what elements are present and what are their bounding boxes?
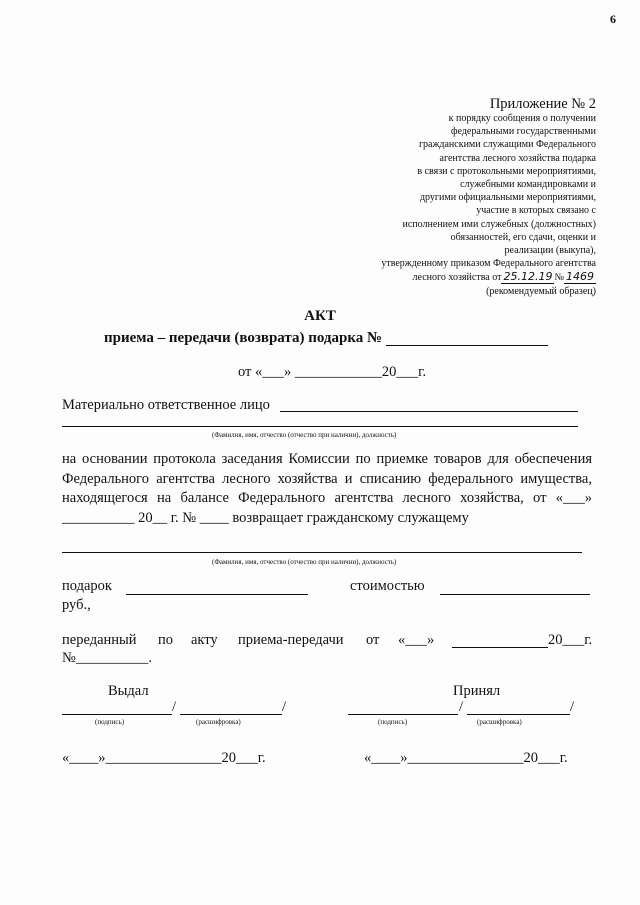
basis-line: участие в которых связано с xyxy=(476,205,596,217)
issued-slash-end: / xyxy=(282,699,287,715)
issued-signature-line xyxy=(62,714,172,715)
order-number-label: № xyxy=(554,272,564,284)
basis-line: реализации (выкупа), xyxy=(504,245,596,257)
received-signature-line xyxy=(348,714,458,715)
appendix-basis xyxy=(266,112,596,298)
basis-line: агентства лесного хозяйства подарка xyxy=(439,152,596,164)
transfer-number: №__________. xyxy=(62,650,152,666)
fio-caption: (Фамилия, имя, отчество (отчество при наличии), должность) xyxy=(212,431,397,439)
transferred-date-day: «___» xyxy=(398,632,435,648)
received-slash: / xyxy=(459,699,464,715)
act-title: АКТ xyxy=(304,308,336,324)
transferred-date-line xyxy=(452,647,548,648)
transferred-word: от xyxy=(366,632,380,648)
act-number-line xyxy=(386,345,548,346)
basis-line: утвержденному приказом Федерального агентства xyxy=(381,258,596,270)
basis-paragraph: на основании протокола заседания Комиссии по приемке товаров для обеспечения Федерального агентства лесного хозяйства и списанию федерального имущества, находящегося на балансе Федерального агентства лесного хозяйства, от «___» __________ 20__ г. № ____ возвращает гражданскому служащему xyxy=(62,451,592,526)
basis-line: служебными командировками и xyxy=(460,179,596,191)
cost-line xyxy=(440,594,590,595)
issued-slash: / xyxy=(172,699,177,715)
fio-caption-2: (Фамилия, имя, отчество (отчество при наличии), должность) xyxy=(212,558,397,566)
responsible-line xyxy=(280,411,578,412)
act-date: от «___» ____________20___г. xyxy=(238,364,427,380)
transferred-word: акту xyxy=(191,632,218,648)
transferred-word: по xyxy=(158,632,174,648)
basis-line: федеральными государственными xyxy=(451,126,596,138)
issued-sign-caption: (подпись) xyxy=(95,718,125,726)
received-date: «____»________________20___г. xyxy=(364,750,568,766)
order-line xyxy=(266,270,596,284)
responsible-label: Материально ответственное лицо xyxy=(62,397,270,413)
received-decode-caption: (расшифровка) xyxy=(477,718,522,726)
cost-label: стоимостью xyxy=(350,578,425,594)
recipient-line xyxy=(62,552,582,553)
issued-decode-line xyxy=(180,714,282,715)
issued-decode-caption: (расшифровка) xyxy=(196,718,241,726)
transferred-word: переданный xyxy=(62,632,137,648)
sample-note: (рекомендуемый образец) xyxy=(486,285,596,297)
transferred-date-year: 20___г. xyxy=(548,632,593,648)
rub-label: руб., xyxy=(62,597,91,613)
page-number: 6 xyxy=(610,12,616,26)
basis-line: к порядку сообщения о получении xyxy=(448,113,596,124)
basis-line: в связи с протокольными мероприятиями, xyxy=(417,165,596,177)
issued-label: Выдал xyxy=(108,683,149,699)
transferred-word: приема-передачи xyxy=(238,632,344,648)
basis-line: исполнением ими служебных (должностных) xyxy=(402,218,596,230)
basis-line: обязанностей, его сдачи, оценки и xyxy=(450,231,596,243)
issued-date: «____»________________20___г. xyxy=(62,750,266,766)
order-prefix: лесного хозяйства от xyxy=(412,272,502,284)
received-decode-line xyxy=(467,714,570,715)
basis-line: гражданскими служащими Федерального xyxy=(418,139,596,151)
act-subtitle: приема – передачи (возврата) подарка № xyxy=(104,330,383,346)
basis-line: другими официальными мероприятиями, xyxy=(419,192,596,204)
gift-label: подарок xyxy=(62,578,112,594)
responsible-line-2 xyxy=(62,426,578,427)
appendix-title: Приложение № 2 xyxy=(489,96,596,112)
received-label: Принял xyxy=(453,683,501,699)
received-sign-caption: (подпись) xyxy=(378,718,408,726)
received-slash-end: / xyxy=(570,699,575,715)
handwritten-order-date: 25.12.19 xyxy=(503,270,553,284)
handwritten-order-number: 1469 xyxy=(566,270,594,284)
gift-line xyxy=(126,594,308,595)
